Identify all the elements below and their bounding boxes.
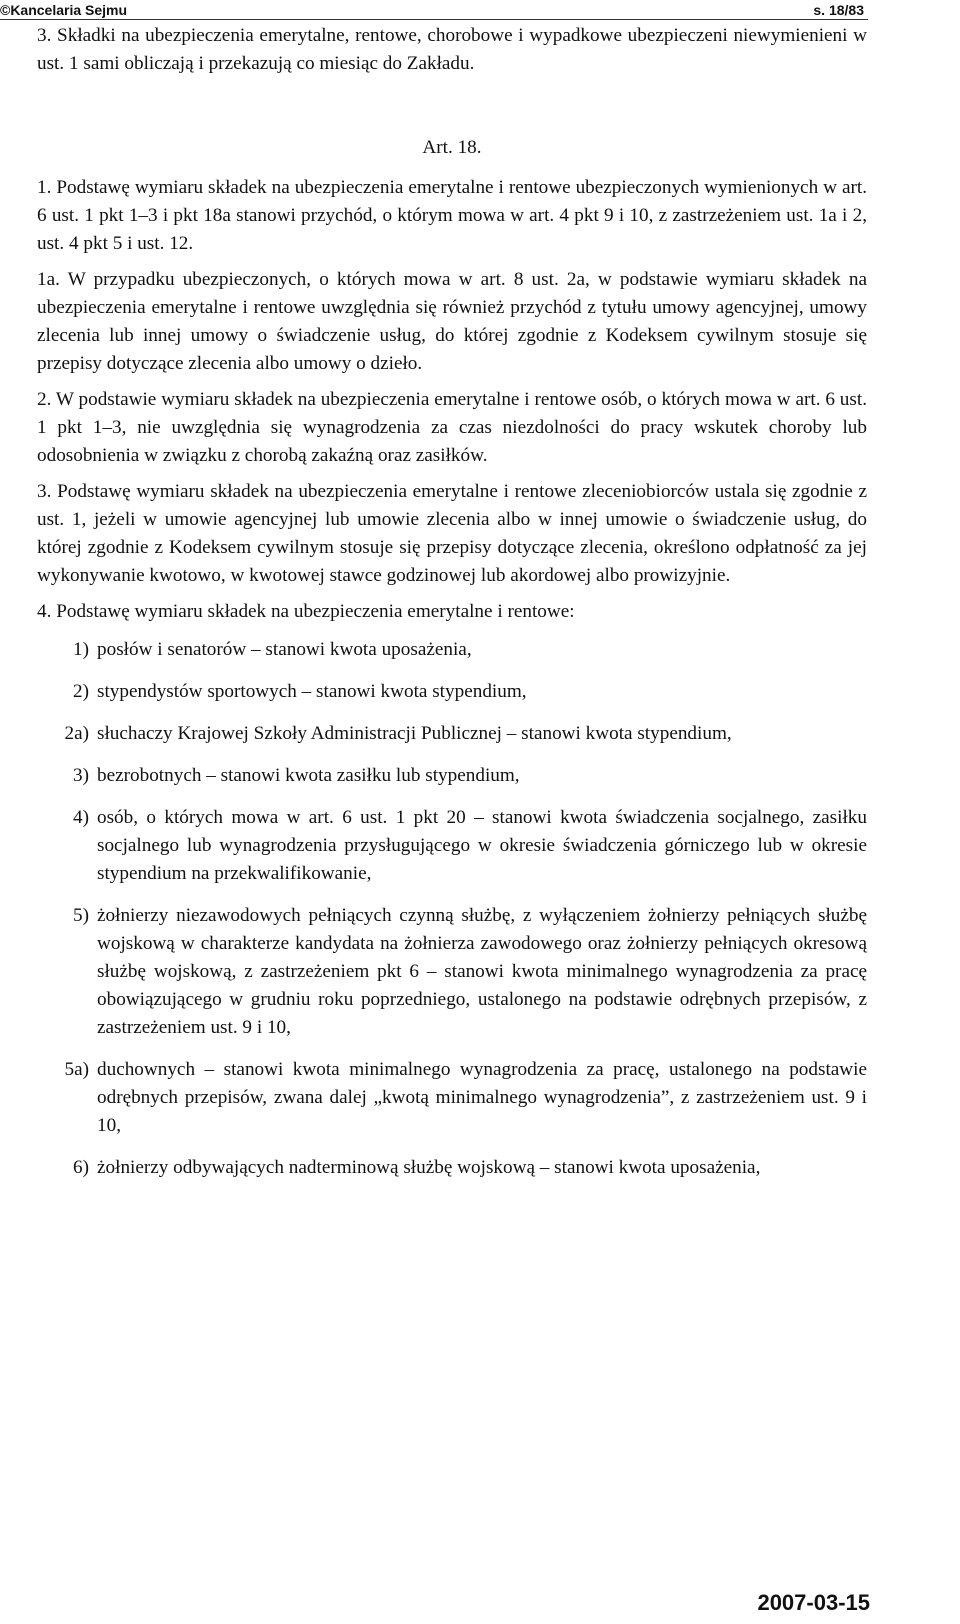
header-publisher: ©Kancelaria Sejmu (0, 2, 128, 18)
paragraph-3-top: 3. Składki na ubezpieczenia emerytalne, rentowe, chorobowe i wypadkowe ubezpieczeni niewymienieni w ust. 1 sami obliczają i przekazują co miesiąc do Zakładu. (37, 25, 867, 74)
paragraph-3: 3. Podstawę wymiaru składek na ubezpieczenia emerytalne i rentowe zleceniobiorców ustala się zgodnie z ust. 1, jeżeli w umowie agencyjnej lub umowie zlecenia albo w innej umowie o świadczenie usług, do której zgodnie z Kodeksem cywilnym stosuje się przepisy dotyczące zlecenia, określono odpłatność za jej wykonywanie kwotowo, w kwotowej stawce godzinowej lub akordowej albo prowizyjnie. (37, 481, 867, 586)
item-number: 2) (73, 681, 89, 702)
list-item (37, 804, 867, 888)
item-text: żołnierzy odbywających nadterminową służbę wojskową – stanowi kwota uposażenia, (97, 1157, 761, 1178)
item-text: posłów i senatorów – stanowi kwota uposażenia, (97, 639, 472, 660)
item-text: osób, o których mowa w art. 6 ust. 1 pkt 20 – stanowi kwota świadczenia socjalnego, zasiłku socjalnego lub wynagrodzenia przysługującego w okresie świadczenia górniczego lub w okresie stypendium na przekwalifikowanie, (97, 807, 867, 884)
paragraph-2: 2. W podstawie wymiaru składek na ubezpieczenia emerytalne i rentowe osób, o których mowa w art. 6 ust. 1 pkt 1–3, nie uwzględnia się wynagrodzenia za czas niezdolności do pracy wskutek choroby lub odosobnienia w związku z chorobą zakaźną oraz zasiłków. (37, 389, 867, 466)
item-text: duchownych – stanowi kwota minimalnego wynagrodzenia za pracę, ustalonego na podstawie odrębnych przepisów, zwana dalej „kwotą minimalnego wynagrodzenia”, z zastrzeżeniem ust. 9 i 10, (97, 1059, 867, 1136)
item-number: 3) (73, 765, 89, 786)
item-text: bezrobotnych – stanowi kwota zasiłku lub stypendium, (97, 765, 520, 786)
item-number: 1) (73, 639, 89, 660)
list-item (37, 762, 867, 790)
list-item (37, 1154, 867, 1182)
item-text: słuchaczy Krajowej Szkoły Administracji Publicznej – stanowi kwota stypendium, (97, 723, 732, 744)
header-divider (0, 19, 868, 20)
list-item (37, 902, 867, 1042)
item-number: 5) (73, 905, 89, 926)
paragraph-1a: 1a. W przypadku ubezpieczonych, o których mowa w art. 8 ust. 2a, w podstawie wymiaru składek na ubezpieczenia emerytalne i rentowe uwzględnia się również przychód z tytułu umowy agencyjnej, umowy zlecenia lub innej umowy o świadczenie usług, do której zgodnie z Kodeksem cywilnym stosuje się przepisy dotyczące zlecenia albo umowy o dzieło. (37, 269, 867, 374)
list-item (37, 720, 867, 748)
document-body (37, 22, 867, 1196)
page-number: s. 18/83 (813, 2, 864, 18)
list-item (37, 1056, 867, 1140)
item-text: stypendystów sportowych – stanowi kwota stypendium, (97, 681, 527, 702)
item-number: 6) (73, 1157, 89, 1178)
list-item (37, 636, 867, 664)
item-number: 2a) (64, 723, 89, 744)
item-list (37, 636, 867, 1182)
paragraph-1: 1. Podstawę wymiaru składek na ubezpieczenia emerytalne i rentowe ubezpieczonych wymienionych w art. 6 ust. 1 pkt 1–3 i pkt 18a stanowi przychód, o którym mowa w art. 4 pkt 9 i 10, z zastrzeżeniem ust. 1a i 2, ust. 4 pkt 5 i ust. 12. (37, 177, 867, 254)
footer-date: 2007-03-15 (757, 1590, 870, 1615)
article-title: Art. 18. (422, 137, 482, 158)
item-number: 4) (73, 807, 89, 828)
list-item (37, 678, 867, 706)
item-text: żołnierzy niezawodowych pełniących czynną służbę, z wyłączeniem żołnierzy pełniących służbę wojskową w charakterze kandydata na żołnierza zawodowego oraz żołnierzy pełniących okresową służbę wojskową, z zastrzeżeniem pkt 6 – stanowi kwota minimalnego wynagrodzenia za pracę obowiązującego w grudniu roku poprzedniego, ustalonego na podstawie odrębnych przepisów, z zastrzeżeniem ust. 9 i 10, (97, 905, 867, 1038)
paragraph-4: 4. Podstawę wymiaru składek na ubezpieczenia emerytalne i rentowe: (37, 601, 575, 622)
item-number: 5a) (64, 1059, 89, 1080)
